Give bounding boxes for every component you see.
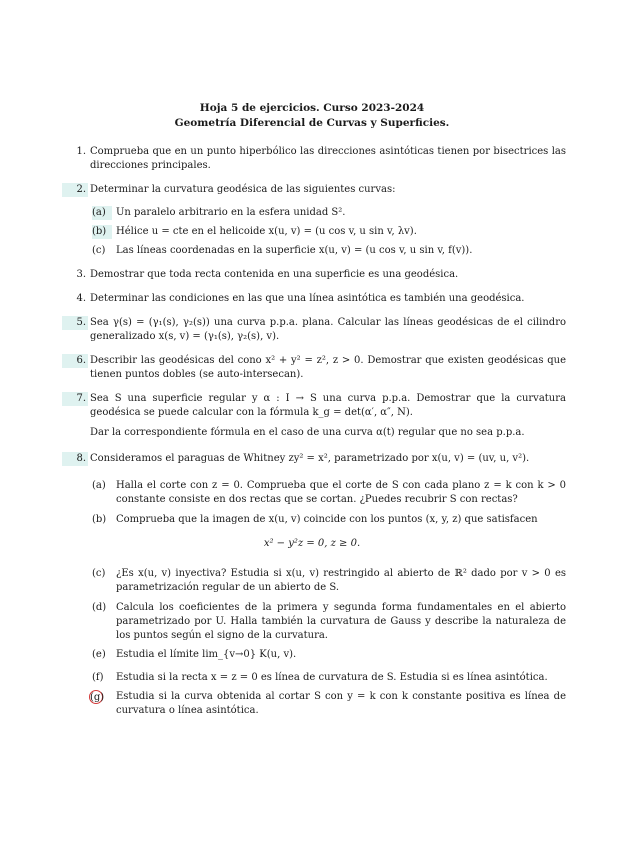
subitem-8d (92, 601, 566, 643)
subitem-label: (a) (92, 206, 112, 220)
exercise-number: 8. (62, 452, 88, 466)
subitem-2c (92, 244, 566, 258)
exercise-number: 3. (76, 269, 86, 280)
subitem-text: Calcula los coeficientes de la primera y segunda forma fundamentales en el abierto parametrizado por U. Halla también la curvatura de Gauss y describe la naturaleza de los puntos según el signo de la curvatura. (116, 602, 566, 641)
subitem-8f (92, 671, 566, 685)
subitem-2b (92, 225, 566, 239)
exercise-text: Determinar la curvatura geodésica de las siguientes curvas: (90, 184, 396, 195)
subitem-2a (92, 206, 566, 220)
exercise-text: Determinar las condiciones en las que una línea asintótica es también una geodésica. (90, 293, 525, 304)
exercise-text: Consideramos el paraguas de Whitney zy² = x², parametrizado por x(u, v) = (uv, u, v²). (90, 453, 530, 464)
subitem-text: Estudia el límite lim_{v→0} K(u, v). (116, 649, 297, 660)
exercise-text: Sea S una superficie regular y α : I → S una curva p.p.a. Demostrar que la curvatura geodésica se puede calcular con la fórmula k_g = det(α′, α″, N). (90, 393, 566, 418)
subitem-text: Comprueba que la imagen de x(u, v) coincide con los puntos (x, y, z) que satisfacen (116, 514, 538, 525)
subitem-8e (92, 648, 566, 662)
exercise-number: 5. (62, 316, 88, 330)
subitem-text: Un paralelo arbitrario en la esfera unidad S². (116, 207, 346, 218)
exercise-number: 7. (62, 392, 88, 406)
exercise-3 (62, 268, 566, 282)
exercise-1 (62, 145, 566, 173)
exercise-2 (62, 183, 566, 197)
subitem-text: Estudia si la recta x = z = 0 es línea de curvatura de S. Estudia si es línea asintótica. (116, 672, 548, 683)
subitem-8g (92, 690, 566, 718)
subitem-text: ¿Es x(u, v) inyectiva? Estudia si x(u, v) restringido al abierto de ℝ² dado por v > 0 es parametrización regular de un abierto de S. (116, 568, 566, 593)
exercise-number: 2. (62, 183, 88, 197)
subitem-label: (d) (92, 602, 107, 613)
exercise-text: Demostrar que toda recta contenida en una superficie es una geodésica. (90, 269, 459, 280)
subitem-text: Estudia si la curva obtenida al cortar S con y = k con k constante positiva es línea de curvatura o línea asintótica. (116, 691, 566, 716)
exercise-number: 4. (76, 293, 86, 304)
subitem-8a (92, 479, 566, 507)
subitem-8b (92, 513, 566, 527)
subitem-label: (b) (92, 514, 107, 525)
exercise-4 (62, 292, 566, 306)
exercise-8 (62, 452, 566, 466)
exercise-text: Sea γ(s) = (γ₁(s), γ₂(s)) una curva p.p.a. plana. Calcular las líneas geodésicas de el cilindro generalizado x(s, v) = (γ₁(s), γ₂(s), v). (90, 317, 566, 342)
exercise-text: Describir las geodésicas del cono x² + y² = z², z > 0. Demostrar que existen geodésicas que tienen puntos dobles (se auto-intersecan). (90, 355, 566, 380)
exercise-text: Comprueba que en un punto hiperbólico las direcciones asintóticas tienen por bisectrices las direcciones principales. (90, 146, 566, 171)
subitem-label (92, 690, 112, 705)
subitem-text: Hélice u = cte en el helicoide x(u, v) = (u cos v, u sin v, λv). (116, 226, 417, 237)
exercise-extra: Dar la correspondiente fórmula en el caso de una curva α(t) regular que no sea p.p.a. (90, 427, 525, 438)
subitem-text: Halla el corte con z = 0. Comprueba que el corte de S con cada plano z = k con k > 0 constante consiste en dos rectas que se cortan. ¿Puedes recubrir S con rectas? (116, 480, 566, 505)
sheet-title: Hoja 5 de ejercicios. Curso 2023-2024 (199, 102, 425, 114)
subitem-8c (92, 567, 566, 595)
exercise-number: 6. (62, 354, 88, 368)
course-title: Geometría Diferencial de Curvas y Superficies. (174, 117, 450, 129)
red-circle-annotation: (g) (90, 692, 105, 703)
subitem-label: (f) (92, 672, 104, 683)
subitem-label: (a) (92, 480, 106, 491)
subitem-label: (b) (92, 225, 112, 239)
subitem-text: Las líneas coordenadas en la superficie x(u, v) = (u cos v, u sin v, f(v)). (116, 245, 473, 256)
subitem-label: (c) (92, 568, 106, 579)
subitem-label: (e) (92, 649, 106, 660)
exercise-6 (62, 354, 566, 382)
exercise-5 (62, 316, 566, 344)
exercise-number: 1. (76, 146, 86, 157)
equation: x² − y²z = 0, z ≥ 0. (263, 538, 361, 549)
exercise-7 (62, 392, 566, 440)
subitem-label: (c) (92, 245, 106, 256)
